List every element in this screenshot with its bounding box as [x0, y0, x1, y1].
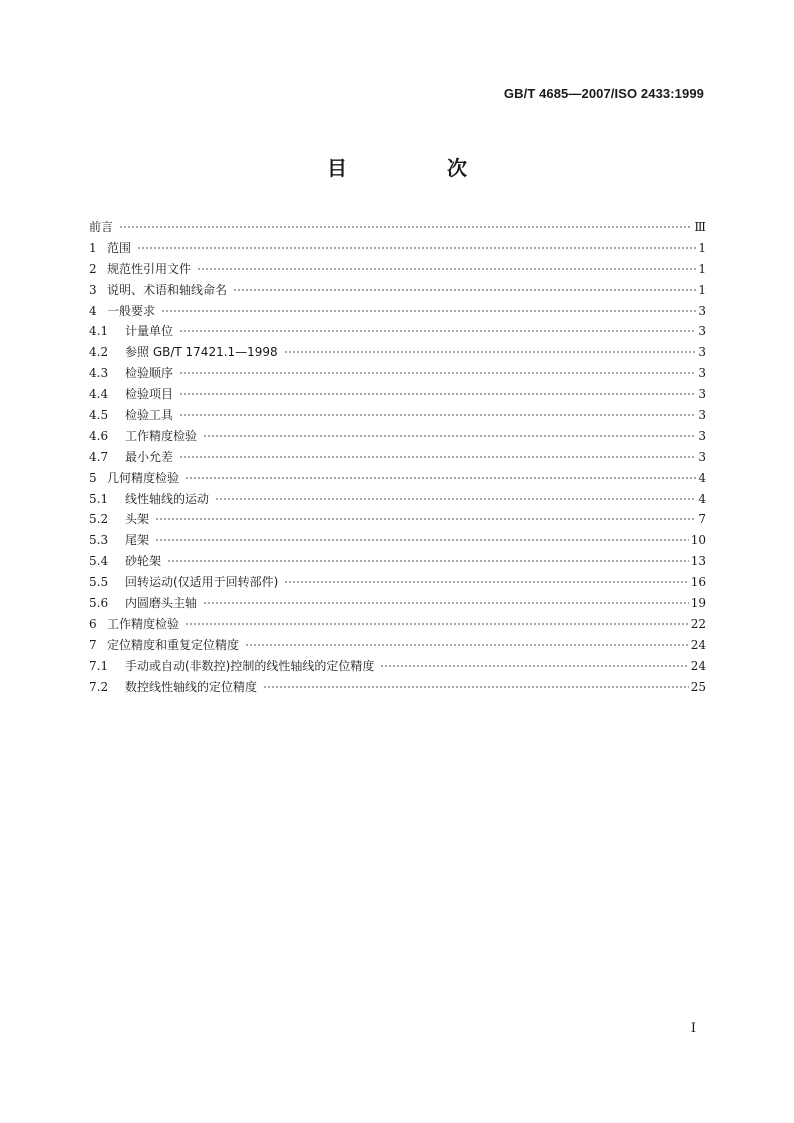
toc-entry[interactable]	[89, 551, 706, 572]
toc-entry-number: 5.6	[89, 596, 109, 611]
toc-entry-page: 22	[690, 616, 706, 631]
toc-entry-label: 检验顺序	[125, 366, 174, 381]
toc-entry-page: 19	[690, 596, 706, 611]
toc-entry[interactable]	[89, 238, 706, 259]
toc-entry-number: 5.5	[89, 575, 109, 590]
dot-leader	[284, 581, 688, 583]
dot-leader	[155, 518, 696, 520]
dot-leader	[185, 477, 696, 479]
toc-entry-label: 尾架	[125, 533, 150, 548]
dot-leader	[137, 247, 696, 249]
toc-entry-page: 3	[698, 408, 706, 423]
toc-entry-page: 24	[690, 658, 706, 673]
toc-entry[interactable]	[89, 447, 706, 468]
toc-entry-page: 1	[698, 240, 706, 255]
toc-entry[interactable]	[89, 321, 706, 342]
toc-entry[interactable]	[89, 530, 706, 551]
toc-entry[interactable]	[89, 405, 706, 426]
dot-leader	[161, 310, 696, 312]
toc-entry-number: 5.3	[89, 533, 109, 548]
dot-leader	[167, 560, 689, 562]
toc-entry[interactable]	[89, 677, 706, 698]
toc-entry-page: 3	[698, 428, 706, 443]
toc-entry[interactable]	[89, 572, 706, 593]
toc-entry-number: 4.2	[89, 345, 109, 360]
toc-entry-page: 1	[698, 261, 706, 276]
dot-leader	[185, 623, 689, 625]
toc-entry-page: 13	[690, 554, 706, 569]
toc-entry-label: 计量单位	[125, 324, 174, 339]
toc-entry-page: 1	[698, 282, 706, 297]
toc-entry-number: 4.5	[89, 408, 109, 423]
toc-entry[interactable]	[89, 489, 706, 510]
toc-entry-page: 7	[698, 512, 706, 527]
table-of-contents	[89, 217, 706, 697]
toc-entry-number: 4.3	[89, 366, 109, 381]
page-number: I	[690, 1021, 696, 1036]
toc-entry-number: 4	[89, 303, 97, 318]
toc-entry-page: 10	[690, 533, 706, 548]
toc-entry-label: 工作精度检验	[107, 616, 180, 631]
toc-entry-label: 线性轴线的运动	[125, 491, 210, 506]
toc-entry-page: 25	[690, 679, 706, 694]
dot-leader	[179, 393, 696, 395]
toc-entry-page: 3	[698, 449, 706, 464]
toc-entry-label: 砂轮架	[125, 554, 162, 569]
dot-leader	[203, 602, 689, 604]
dot-leader	[179, 414, 696, 416]
toc-entry-page: 3	[698, 366, 706, 381]
toc-entry-label: 几何精度检验	[107, 470, 180, 485]
dot-leader	[215, 498, 696, 500]
toc-entry[interactable]	[89, 301, 706, 322]
toc-entry-page: 24	[690, 637, 706, 652]
toc-entry[interactable]	[89, 426, 706, 447]
toc-entry-page: Ⅲ	[694, 220, 706, 234]
dot-leader	[197, 268, 696, 270]
toc-entry-label: 规范性引用文件	[107, 261, 192, 276]
toc-entry-page: 3	[698, 345, 706, 360]
toc-entry-number: 4.6	[89, 428, 109, 443]
toc-entry[interactable]	[89, 363, 706, 384]
toc-entry-number: 5	[89, 470, 97, 485]
toc-entry-number: 4.4	[89, 387, 109, 402]
toc-entry-label: 检验项目	[125, 387, 174, 402]
toc-entry-label: 最小允差	[125, 449, 174, 464]
dot-leader	[263, 686, 689, 688]
toc-entry-number: 7	[89, 637, 97, 652]
toc-entry-label: 范围	[107, 240, 132, 255]
dot-leader	[245, 644, 689, 646]
toc-entry-label: 工作精度检验	[125, 428, 198, 443]
toc-entry[interactable]	[89, 468, 706, 489]
toc-entry[interactable]	[89, 259, 706, 280]
dot-leader	[179, 456, 696, 458]
toc-entry-page: 3	[698, 303, 706, 318]
toc-entry-page: 3	[698, 324, 706, 339]
dot-leader	[284, 351, 696, 353]
toc-entry-label: 手动或自动(非数控)控制的线性轴线的定位精度	[125, 658, 375, 673]
toc-entry[interactable]	[89, 614, 706, 635]
toc-entry-label: 前言	[89, 220, 114, 234]
toc-entry-label: 定位精度和重复定位精度	[107, 637, 240, 652]
toc-entry[interactable]	[89, 342, 706, 363]
toc-entry-label: 头架	[125, 512, 150, 527]
dot-leader	[179, 330, 696, 332]
toc-entry-label: 参照 GB/T 17421.1—1998	[125, 345, 278, 360]
toc-entry-number: 5.2	[89, 512, 109, 527]
toc-entry[interactable]	[89, 656, 706, 677]
toc-entry-number: 4.7	[89, 449, 109, 464]
toc-entry-page: 3	[698, 387, 706, 402]
dot-leader	[155, 539, 689, 541]
toc-entry-label: 检验工具	[125, 408, 174, 423]
dot-leader	[233, 289, 696, 291]
toc-entry-number: 7.1	[89, 658, 109, 673]
toc-entry[interactable]	[89, 384, 706, 405]
toc-entry[interactable]	[89, 509, 706, 530]
toc-entry[interactable]	[89, 280, 706, 301]
page-title: 目 次	[327, 156, 507, 180]
toc-entry-page: 16	[690, 575, 706, 590]
toc-entry-page: 4	[698, 491, 706, 506]
toc-entry-label: 一般要求	[107, 303, 156, 318]
toc-entry-number: 7.2	[89, 679, 109, 694]
toc-entry-number: 1	[89, 240, 97, 255]
toc-entry[interactable]	[89, 635, 706, 656]
toc-entry[interactable]	[89, 593, 706, 614]
toc-entry[interactable]	[89, 217, 706, 238]
dot-leader	[179, 372, 696, 374]
toc-entry-page: 4	[698, 470, 706, 485]
toc-entry-label: 数控线性轴线的定位精度	[125, 679, 258, 694]
toc-entry-label: 说明、术语和轴线命名	[107, 282, 228, 297]
dot-leader	[119, 226, 692, 228]
toc-entry-label: 回转运动(仅适用于回转部件)	[125, 575, 279, 590]
toc-entry-number: 5.1	[89, 491, 109, 506]
dot-leader	[380, 665, 688, 667]
toc-entry-number: 6	[89, 616, 97, 631]
toc-entry-number: 2	[89, 261, 97, 276]
toc-entry-number: 5.4	[89, 554, 109, 569]
toc-entry-number: 3	[89, 282, 97, 297]
toc-entry-label: 内圆磨头主轴	[125, 596, 198, 611]
standard-code: GB/T 4685—2007/ISO 2433:1999	[503, 86, 704, 101]
dot-leader	[203, 435, 696, 437]
toc-entry-number: 4.1	[89, 324, 109, 339]
